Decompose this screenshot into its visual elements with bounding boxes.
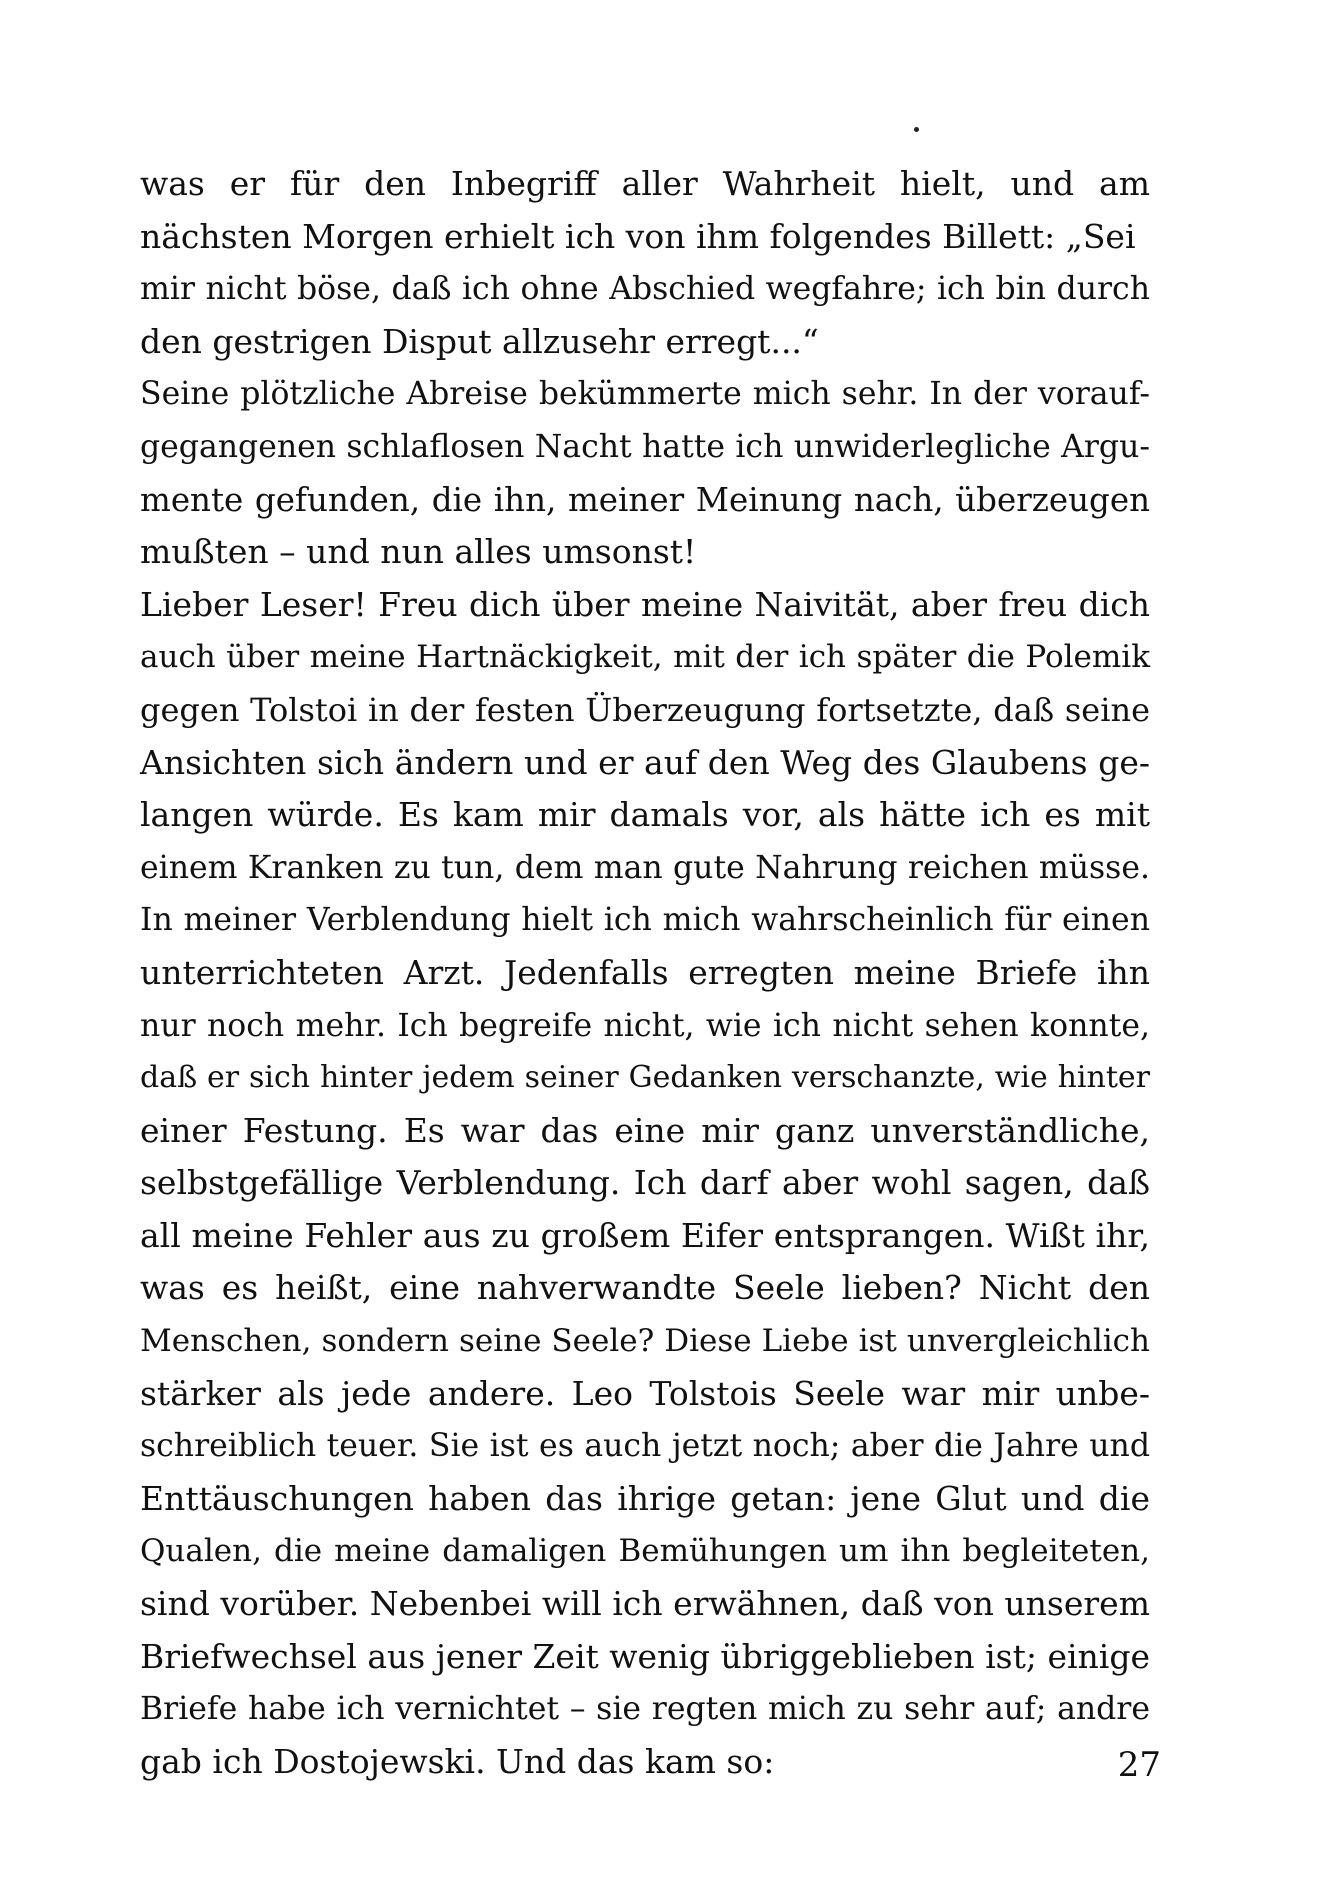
print-speck (914, 127, 919, 132)
text-line: Briefe habe ich vernichtet – sie regten mich zu sehr auf; andre (140, 1691, 1150, 1728)
text-line: mente gefunden, die ihn, meiner Meinung nach, überzeugen (140, 480, 1150, 519)
text-line: mußten – und nun alles umsonst! (140, 532, 697, 572)
text-line: den gestrigen Disput allzusehr erregt...“ (140, 321, 819, 361)
text-line: unterrichteten Arzt. Jedenfalls erregten meine Briefe ihn (140, 952, 1150, 992)
text-line: Briefwechsel aus jener Zeit wenig übriggeblieben ist; einige (140, 1636, 1151, 1676)
text-line: auch über meine Hartnäckigkeit, mit der ich später die Polemik (140, 639, 1150, 676)
text-line: nächsten Morgen erhielt ich von ihm folgendes Billett: „Sei (140, 216, 1136, 256)
text-line: gegangenen schlaflosen Nacht hatte ich unwiderlegliche Argu- (140, 428, 1150, 465)
text-line: was er für den Inbegriff aller Wahrheit hielt, und am (140, 164, 1150, 203)
text-line: Ansichten sich ändern und er auf den Weg des Glaubens ge- (140, 742, 1150, 782)
text-line: sind vorüber. Nebenbei will ich erwähnen, daß von unserem (140, 1584, 1150, 1624)
text-line: gegen Tolstoi in der festen Überzeugung fortsetzte, daß seine (140, 690, 1150, 729)
text-line: einem Kranken zu tun, dem man gute Nahrung reichen müsse. (140, 849, 1150, 886)
text-line: was es heißt, eine nahverwandte Seele lieben? Nicht den (140, 1268, 1150, 1308)
text-line: Enttäuschungen haben das ihrige getan: jene Glut und die (140, 1478, 1150, 1518)
text-line: stärker als jede andere. Leo Tolstois Seele war mir unbe- (140, 1373, 1150, 1413)
text-line: einer Festung. Es war das eine mir ganz unverständliche, (140, 1110, 1150, 1150)
text-line: schreiblich teuer. Sie ist es auch jetzt noch; aber die Jahre und (140, 1428, 1150, 1465)
text-line: Lieber Leser! Freu dich über meine Naivität, aber freu dich (140, 584, 1150, 624)
text-line: nur noch mehr. Ich begreife nicht, wie ich nicht sehen konnte, (140, 1007, 1150, 1044)
text-line: daß er sich hinter jedem seiner Gedanken verschanzte, wie hinter (140, 1060, 1150, 1096)
body-text (140, 158, 1150, 1788)
text-line: In meiner Verblendung hielt ich mich wahrscheinlich für einen (140, 902, 1150, 939)
text-line: all meine Fehler aus zu großem Eifer entsprangen. Wißt ihr, (140, 1215, 1150, 1255)
text-line: gab ich Dostojewski. Und das kam so: (140, 1741, 775, 1781)
text-line: Menschen, sondern seine Seele? Diese Liebe ist unvergleichlich (140, 1323, 1150, 1360)
page-number: 27 (1117, 1745, 1161, 1785)
text-line: langen würde. Es kam mir damals vor, als hätte ich es mit (140, 795, 1150, 835)
text-line: selbstgefällige Verblendung. Ich darf aber wohl sagen, daß (140, 1163, 1150, 1203)
text-line: Seine plötzliche Abreise bekümmerte mich sehr. In der vorauf- (140, 376, 1150, 413)
text-line: mir nicht böse, daß ich ohne Abschied wegfahre; ich bin durch (140, 271, 1150, 308)
text-line: Qualen, die meine damaligen Bemühungen um ihn begleiteten, (140, 1533, 1150, 1570)
